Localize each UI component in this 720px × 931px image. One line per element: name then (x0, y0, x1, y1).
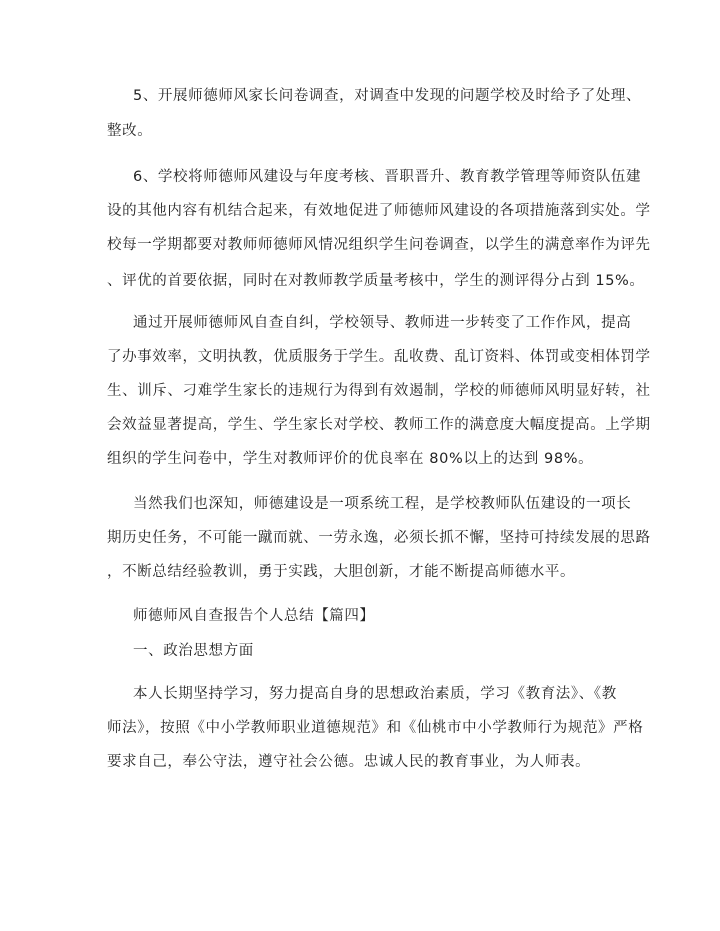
paragraph-line: ，不断总结经验教训，勇于实践，大胆创新，才能不断提高师德水平。 (107, 564, 576, 580)
paragraph-line: 师法》，按照《中小学教师职业道德规范》和《仙桃市中小学教师行为规范》严格 (107, 720, 644, 736)
paragraph-line: 通过开展师德师风自查自纠，学校领导、教师进一步转变了工作作风，提高 (133, 315, 632, 331)
paragraph-line: 本人长期坚持学习，努力提高自身的思想政治素质，学习《教育法》、《教 (133, 686, 617, 702)
paragraph-line: 整改。 (107, 123, 153, 139)
paragraph-line: 5、开展师德师风家长问卷调查，对调查中发现的问题学校及时给予了处理、 (133, 88, 642, 104)
paragraph-line: 要求自己，奉公守法，遵守社会公德。忠诚人民的教育事业，为人师表。 (107, 754, 591, 770)
paragraph-line: 期历史任务，不可能一蹴而就、一劳永逸，必须长抓不懈，坚持可持续发展的思路 (107, 530, 651, 546)
paragraph-line: 校每一学期都要对教师师德师风情况组织学生问卷调查，以学生的满意率作为评先 (107, 237, 651, 253)
subsection-heading: 一、政治思想方面 (133, 643, 254, 659)
paragraph-line: 当然我们也深知，师德建设是一项系统工程，是学校教师队伍建设的一项长 (133, 496, 632, 512)
paragraph-line: 生、训斥、刁难学生家长的违规行为得到有效遏制，学校的师德师风明显好转，社 (107, 383, 651, 399)
paragraph-line: 6、学校将师德师风建设与年度考核、晋职晋升、教育教学管理等师资队伍建 (133, 169, 642, 185)
paragraph-line: 、评优的首要依据，同时在对教师教学质量考核中，学生的测评得分占到 15%。 (107, 273, 645, 289)
paragraph-line: 组织的学生问卷中，学生对教师评价的优良率在 80%以上的达到 98%。 (107, 451, 594, 467)
section-heading: 师德师风自查报告个人总结【篇四】 (133, 608, 375, 624)
paragraph-line: 会效益显著提高，学生、学生家长对学校、教师工作的满意度大幅度提高。上学期 (107, 417, 651, 433)
paragraph-line: 设的其他内容有机结合起来，有效地促进了师德师风建设的各项措施落到实处。学 (107, 203, 651, 219)
paragraph-line: 了办事效率，文明执教，优质服务于学生。乱收费、乱订资料、体罚或变相体罚学 (107, 349, 651, 365)
